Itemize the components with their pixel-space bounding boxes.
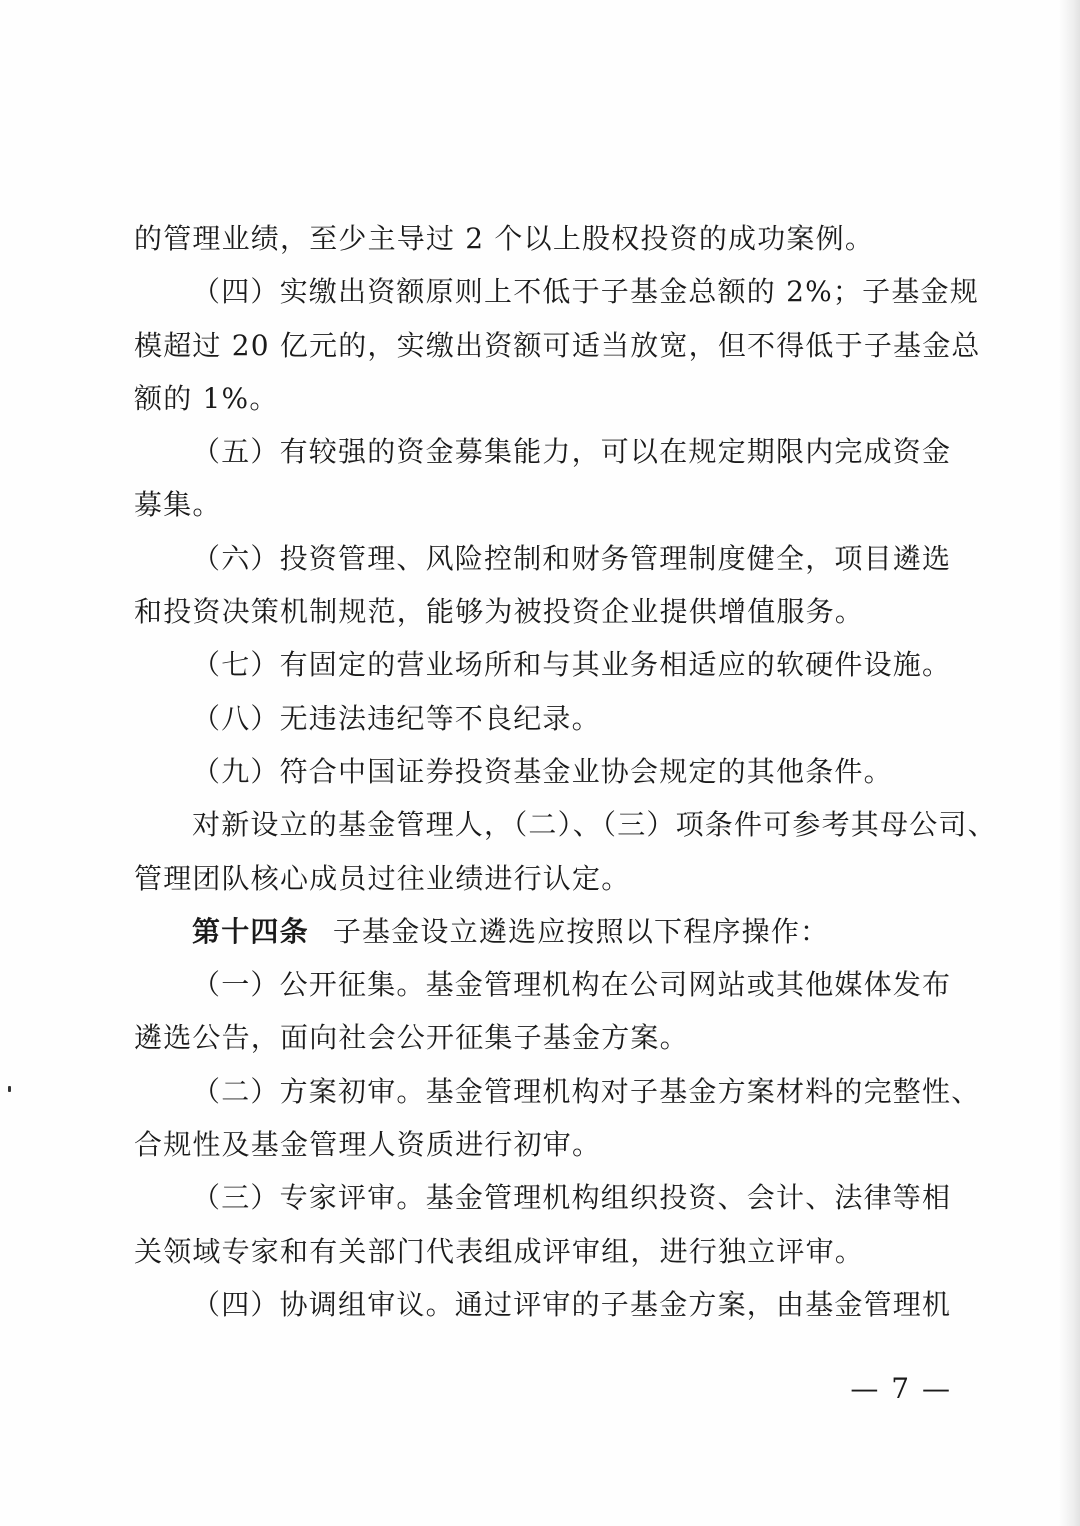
- body-line: 关领域专家和有关部门代表组成评审组，进行独立评审。: [134, 1234, 865, 1268]
- body-line: 遴选公告，面向社会公开征集子基金方案。: [134, 1021, 689, 1055]
- body-line: （一）公开征集。基金管理机构在公司网站或其他媒体发布: [192, 968, 952, 1002]
- body-line: 对新设立的基金管理人，（二）、（三）项条件可参考其母公司、: [192, 808, 997, 842]
- body-line: （三）专家评审。基金管理机构组织投资、会计、法律等相: [192, 1181, 952, 1215]
- body-line: （四）协调组审议。通过评审的子基金方案，由基金管理机: [192, 1287, 952, 1321]
- body-line: （七）有固定的营业场所和与其业务相适应的软硬件设施。: [192, 648, 952, 682]
- article-14-line: [134, 905, 954, 958]
- body-line: 模超过 20 亿元的，实缴出资额可适当放宽，但不得低于子基金总: [134, 328, 981, 362]
- page-edge-shadow: [1058, 0, 1080, 1526]
- scan-speck: [8, 1086, 11, 1092]
- body-line: 合规性及基金管理人资质进行初审。: [134, 1128, 602, 1162]
- body-line: （五）有较强的资金募集能力，可以在规定期限内完成资金: [192, 435, 952, 469]
- body-line: （八）无违法违纪等不良纪录。: [192, 701, 601, 735]
- page-number: — 7 —: [850, 1372, 952, 1405]
- body-line: （六）投资管理、风险控制和财务管理制度健全，项目遴选: [192, 541, 952, 575]
- body-line: 管理团队核心成员过往业绩进行认定。: [134, 861, 631, 895]
- article-heading: 第十四条: [192, 914, 309, 948]
- body-line: （二）方案初审。基金管理机构对子基金方案材料的完整性、: [192, 1074, 981, 1108]
- article-text: 子基金设立遴选应按照以下程序操作：: [332, 914, 830, 948]
- document-body: [134, 212, 997, 1331]
- body-line: （九）符合中国证券投资基金业协会规定的其他条件。: [192, 754, 893, 788]
- body-line: 的管理业绩，至少主导过 2 个以上股权投资的成功案例。: [134, 222, 875, 255]
- body-line: 募集。: [134, 488, 222, 522]
- body-line: 和投资决策机制规范，能够为被投资企业提供增值服务。: [134, 595, 865, 629]
- body-line: 额的 1%。: [134, 381, 279, 415]
- body-line: （四）实缴出资额原则上不低于子基金总额的 2%；子基金规: [192, 275, 979, 309]
